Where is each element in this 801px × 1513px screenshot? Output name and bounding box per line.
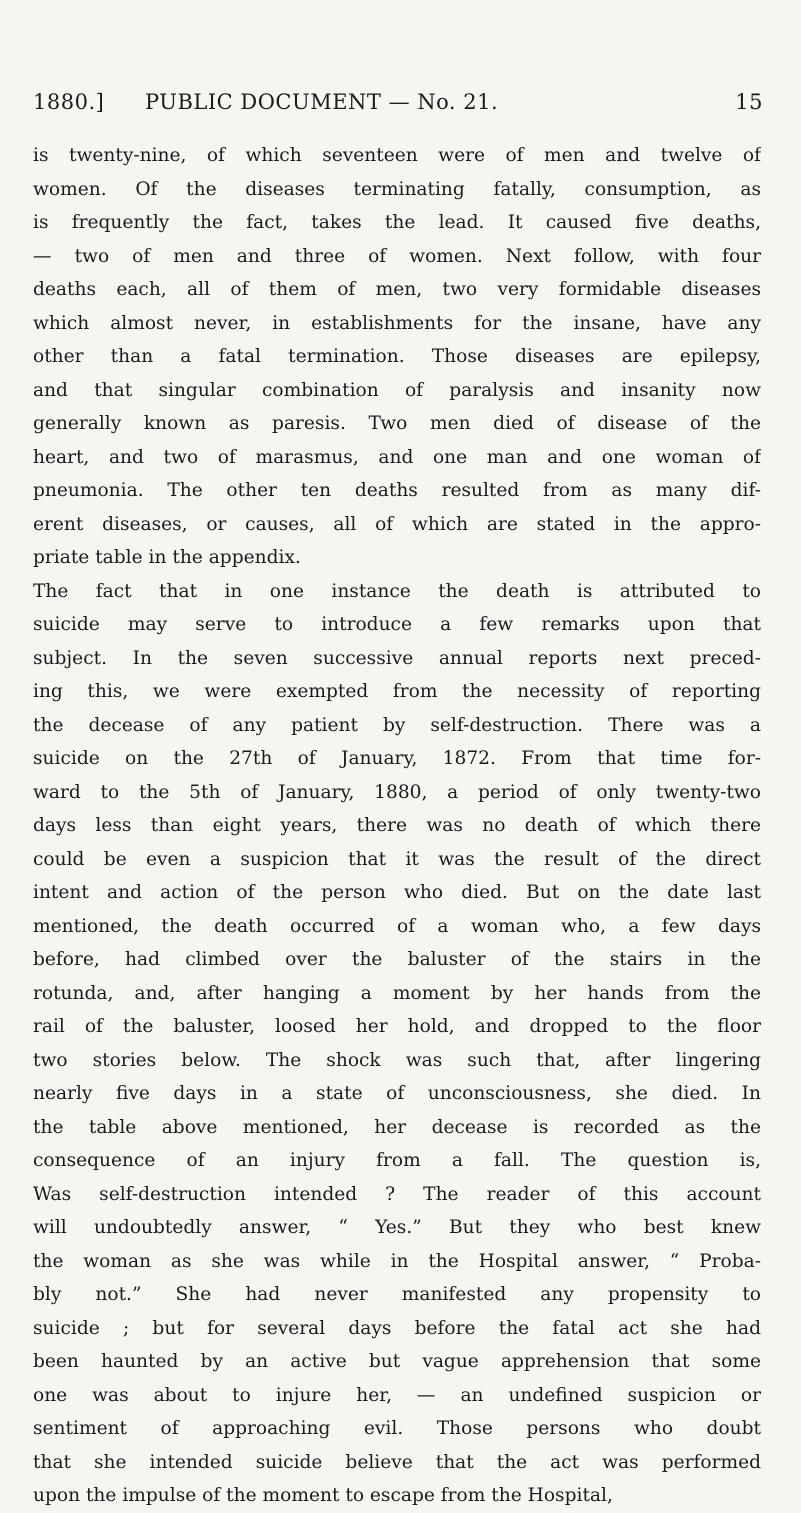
text-line: will undoubtedly answer, “ Yes.” But they who best knew (33, 1217, 761, 1238)
text-line: deaths each, all of them of men, two very formidable diseases (33, 279, 761, 300)
text-line: women. Of the diseases terminating fatally, consumption, as (33, 178, 761, 200)
text-line: ward to the 5th of January, 1880, a period of only twenty-two (33, 781, 761, 803)
text-line: bly not.” She had never manifested any propensity to (33, 1284, 761, 1305)
text-line: mentioned, the death occurred of a woman who, a few days (33, 915, 761, 937)
text-line: intent and action of the person who died. But on the date last (33, 882, 761, 903)
text-line: been haunted by an active but vague apprehension that some (33, 1351, 761, 1372)
text-line: pneumonia. The other ten deaths resulted from as many dif- (33, 480, 761, 501)
text-line: other than a fatal termination. Those diseases are epilepsy, (33, 346, 761, 367)
text-line: suicide may serve to introduce a few remarks upon that (33, 614, 761, 635)
text-line: subject. In the seven successive annual reports next preced- (33, 647, 761, 669)
running-head-year: 1880.] (33, 90, 105, 114)
text-line: two stories below. The shock was such that, after lingering (33, 1049, 761, 1071)
running-head (33, 90, 763, 124)
text-line: could be even a suspicion that it was the result of the direct (33, 848, 761, 870)
text-line: Was self-destruction intended ? The reader of this account (33, 1183, 761, 1205)
text-line: the table above mentioned, her decease is recorded as the (33, 1116, 761, 1138)
text-line: the decease of any patient by self-destruction. There was a (33, 714, 761, 736)
text-line: rotunda, and, after hanging a moment by her hands from the (33, 982, 761, 1004)
text-line: one was about to injure her, — an undefined suspicion or (33, 1384, 761, 1406)
text-line: nearly five days in a state of unconsciousness, she died. In (33, 1083, 761, 1104)
text-line: erent diseases, or causes, all of which are stated in the appro- (33, 513, 761, 535)
body-text (33, 139, 761, 1513)
text-line: and that singular combination of paralysis and insanity now (33, 379, 761, 401)
text-line: suicide ; but for several days before the fatal act she had (33, 1317, 761, 1339)
text-line: before, had climbed over the baluster of the stairs in the (33, 949, 761, 970)
text-line: — two of men and three of women. Next follow, with four (33, 245, 761, 267)
text-line: ing this, we were exempted from the necessity of reporting (33, 681, 761, 702)
text-line: rail of the baluster, loosed her hold, and dropped to the floor (33, 1016, 761, 1037)
text-line: the woman as she was while in the Hospital answer, “ Proba- (33, 1250, 761, 1272)
text-line: which almost never, in establishments for the insane, have any (33, 312, 761, 334)
text-line: sentiment of approaching evil. Those persons who doubt (33, 1418, 761, 1439)
text-line: heart, and two of marasmus, and one man and one woman of (33, 446, 761, 468)
text-line: consequence of an injury from a fall. The question is, (33, 1150, 761, 1171)
text-line: upon the impulse of the moment to escape from the Hospital, (33, 1485, 613, 1506)
text-line: priate table in the appendix. (33, 547, 301, 568)
text-line: that she intended suicide believe that the act was performed (33, 1451, 761, 1473)
page-number: 15 (735, 90, 763, 114)
text-line: suicide on the 27th of January, 1872. From that time for- (33, 748, 761, 769)
text-line: is twenty-nine, of which seventeen were of men and twelve of (33, 145, 761, 166)
running-head-title: PUBLIC DOCUMENT — No. 21. (145, 90, 499, 114)
text-line: is frequently the fact, takes the lead. It caused five deaths, (33, 212, 761, 233)
text-line: days less than eight years, there was no death of which there (33, 815, 761, 836)
text-line: The fact that in one instance the death is attributed to (33, 580, 761, 602)
text-line: generally known as paresis. Two men died of disease of the (33, 413, 761, 434)
